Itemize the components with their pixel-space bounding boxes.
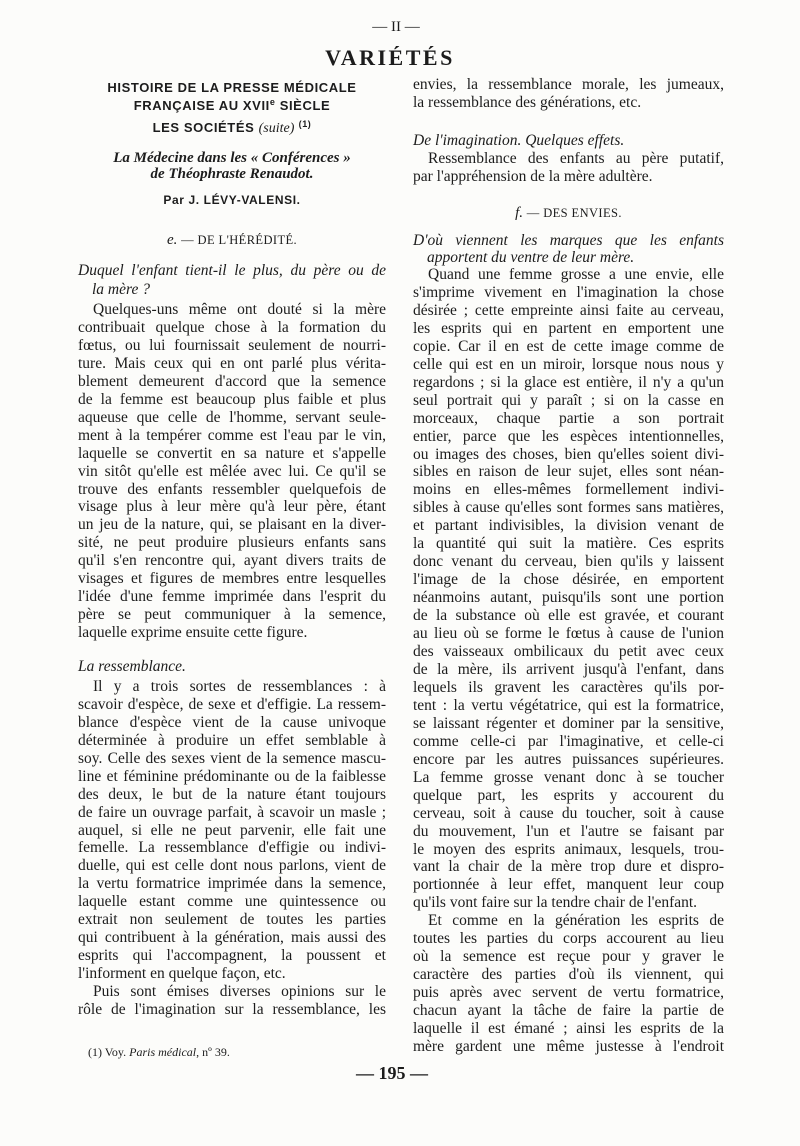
text-line: lequels ils gravent les caractères qu'ils por- bbox=[413, 678, 724, 696]
text-line: Et comme en la génération les esprits de bbox=[428, 912, 724, 930]
envies-block bbox=[413, 266, 724, 1056]
text-line: laquelle estant comme une quintessence ou bbox=[78, 893, 386, 911]
text-line: line et féminine prédominante ou de la faiblesse bbox=[78, 767, 386, 785]
text-line: Ressemblance des enfants au père putatif, bbox=[428, 150, 724, 167]
text-line: encore par les autres puissances supérieures. bbox=[413, 750, 724, 768]
text-line: où la semence est reçue pour y graver le bbox=[413, 948, 724, 966]
footnote-journal: Paris médical bbox=[129, 1045, 197, 1059]
text-line: seul portrait qui y paraît ; si on la casse en bbox=[413, 391, 725, 409]
text-line: qui contribuent à la génération, mais aussi des bbox=[78, 929, 387, 947]
text-line: de la mère, ils arrivent jusqu'à l'enfant, dans bbox=[413, 660, 724, 678]
text-line: les esprits qui en partent en emportent une bbox=[413, 319, 724, 337]
section-title-text: — DES ENVIES. bbox=[526, 206, 622, 220]
text-line: aqueuse que celle de l'homme, servant seule- bbox=[78, 408, 386, 426]
title-century-tail: SIÈCLE bbox=[275, 98, 331, 113]
page-top-marker: — II — bbox=[372, 19, 420, 35]
text-line: vant la chair de la mère trop dure et dispro- bbox=[413, 858, 725, 876]
text-line: comme celle-ci par l'imaginative, et celle-ci bbox=[413, 732, 724, 750]
article-author: Par J. LÉVY-VALENSI. bbox=[163, 193, 301, 207]
text-line: l'image de la chose désirée, en emportent bbox=[413, 571, 724, 589]
text-line: scavoir d'espèce, de sexe et d'effigie. La ressem- bbox=[78, 695, 386, 713]
text-line: blance d'espèce vient de la cause univoque bbox=[78, 713, 386, 731]
text-line: et partant indivisibles, la division venant de bbox=[413, 517, 724, 535]
text-line: sité, ne peut produire plusieurs enfants sans bbox=[78, 534, 386, 552]
text-line: au lieu où se forme le fœtus à cause de l'union bbox=[413, 625, 724, 643]
text-line: mère gardent une même justesse à l'endroit bbox=[413, 1037, 724, 1055]
text-line: le moyen des esprits animaux, lesquels, trou- bbox=[413, 840, 724, 858]
text-line: qu'il s'en rencontre qui, ayant divers traits de bbox=[78, 552, 386, 570]
text-line: fœtus, ou lui fournissait seulement de nourri- bbox=[78, 336, 386, 354]
text-line: donc venant du cerveau, bien qu'ils y laissent bbox=[413, 553, 724, 571]
text-line: extrait non seulement de toutes les parties bbox=[78, 911, 386, 929]
title-century-text: FRANÇAISE AU XVII bbox=[133, 98, 270, 113]
subheading-ressemblance: La ressemblance. bbox=[78, 658, 186, 675]
text-line: Puis sont émises diverses opinions sur le bbox=[93, 982, 386, 1000]
title-suite: (suite) bbox=[258, 121, 295, 136]
text-line: la mère ? bbox=[92, 280, 150, 298]
paragraph-opinions bbox=[78, 983, 386, 1019]
text-line: laquelle exprime ensuite cette figure. bbox=[78, 624, 308, 642]
text-line: trouve des enfants ressembler quelquefois de bbox=[78, 480, 386, 498]
question-heading-right bbox=[413, 233, 724, 266]
text-line: père se peut communiquer à la semence, bbox=[78, 606, 387, 624]
article-subtitle-line-1: La Médecine dans les « Conférences » bbox=[113, 150, 351, 166]
text-line: Il y a trois sortes de ressemblances : à bbox=[93, 678, 386, 695]
text-line: par l'appréhension de la mère adultère. bbox=[413, 167, 653, 185]
text-line: auquel, si elle ne peut parvenir, elle fait une bbox=[78, 821, 386, 839]
title-societes: LES SOCIÉTÉS bbox=[152, 120, 255, 135]
text-line: de la femme est beaucoup plus faible et plus bbox=[78, 390, 386, 408]
text-line: caractère des parties d'où ils viennent, qui bbox=[413, 966, 724, 984]
text-line: esprits qui l'accompagnent, la poussent et bbox=[78, 947, 386, 965]
text-line: Quelques-uns même ont douté si la mère bbox=[93, 301, 386, 318]
text-line: moins en elles-mêmes formellement indivi- bbox=[413, 481, 724, 499]
article-subtitle-line-2: de Théophraste Renaudot. bbox=[150, 166, 314, 182]
subheading-imagination: De l'imagination. Quelques effets. bbox=[413, 132, 625, 149]
text-line: vin sitôt qu'elle est mêlée avec lui. Ce qu'il se bbox=[78, 462, 386, 480]
text-line: se laissant régenter et dominer par la sensitive, bbox=[413, 714, 724, 732]
paragraph-envies bbox=[413, 266, 724, 912]
text-line: s'imprime vivement en l'imagination la chose bbox=[413, 283, 724, 301]
text-line: femelle. La ressemblance d'effigie ou indivi- bbox=[78, 839, 386, 857]
text-line: la quantité qui suit la matière. Ces esprits bbox=[413, 535, 724, 553]
text-line: des deux, le but de la nature étant toujours bbox=[78, 785, 386, 803]
text-line: soy. Celle des sexes vient de la semence mascu- bbox=[78, 749, 386, 767]
title-century-superscript: e bbox=[269, 97, 276, 107]
text-line: blement demeurent d'accord que la semence bbox=[78, 372, 386, 390]
text-line: l'idée d'une femme imprimée dans l'esprit du bbox=[78, 588, 386, 606]
text-line: déterminée à produire un effet semblable à bbox=[78, 731, 386, 749]
paragraph-generation bbox=[413, 912, 724, 1056]
text-line: de faire un ouvrage parfait, à scavoir un masle ; bbox=[78, 803, 386, 821]
text-line: la vertu formatrice imprimée dans la semence, bbox=[78, 875, 386, 893]
text-line: envies, la ressemblance morale, les jumeaux, bbox=[413, 76, 724, 93]
section-letter: f. bbox=[515, 205, 524, 221]
article-title-line-2 bbox=[78, 98, 386, 114]
text-line: apportent du ventre de leur mère. bbox=[427, 248, 635, 266]
ressemblance-block bbox=[78, 678, 386, 1019]
text-line: visage plus à leur mère qu'à leur père, étant bbox=[78, 498, 386, 516]
paragraph-ressemblance bbox=[78, 678, 386, 983]
text-line: chacun ayant la tâche de faire la partie de bbox=[413, 1002, 724, 1020]
section-title-text: — DE L'HÉRÉDITÉ. bbox=[181, 233, 298, 247]
text-line: un jeu de la nature, qui, se plaisant en la diver- bbox=[78, 516, 386, 534]
paragraph-heredite bbox=[78, 301, 386, 642]
paragraph-continued bbox=[413, 76, 724, 112]
text-line: sibles à cause qu'elles sont formes sans matières, bbox=[413, 499, 724, 517]
text-line: rôle de l'imagination sur la ressemblance, les bbox=[78, 1000, 387, 1018]
text-line: La femme grosse venant donc à se toucher bbox=[413, 768, 724, 786]
article-title-line-1: HISTOIRE DE LA PRESSE MÉDICALE bbox=[107, 80, 357, 95]
footnote-prefix: Voy. bbox=[104, 1045, 127, 1059]
footnote-issue: , nº 39. bbox=[196, 1045, 230, 1059]
text-line: ment à la tempérer comme est l'eau par le vin, bbox=[78, 426, 386, 444]
footnote-marker: (1) bbox=[88, 1045, 102, 1059]
page-number: — 195 — bbox=[356, 1063, 428, 1083]
section-title: VARIÉTÉS bbox=[325, 45, 455, 70]
text-line: laquelle se convertit en sa nature et s'appelle bbox=[78, 444, 386, 462]
question-heading-left bbox=[78, 262, 386, 299]
section-heading-envies bbox=[413, 204, 724, 222]
text-line: laquelle il est émané ; ainsi les esprits de la bbox=[413, 1020, 724, 1038]
article-title-line-3 bbox=[78, 120, 386, 137]
text-line: qu'ils vont faire sur la tendre chair de l'enfant. bbox=[413, 894, 698, 912]
text-line: portionnée à leur effet, manquent leur coup bbox=[413, 876, 724, 894]
text-line: entier, parce que les espèces intentionnelles, bbox=[413, 427, 724, 445]
text-line: celle qui est en un miroir, lorsque nous nous y bbox=[413, 355, 724, 373]
section-letter: e. bbox=[166, 232, 178, 248]
section-heading-heredite bbox=[78, 231, 386, 249]
text-line: quelque part, les esprits y accourent du bbox=[413, 786, 724, 804]
footnote-reference: (1) bbox=[298, 119, 312, 129]
text-line: puis après avec servent de vertu formatrice, bbox=[413, 984, 724, 1002]
text-line: du mouvement, l'un et l'autre se faisant par bbox=[413, 822, 724, 840]
text-line: la ressemblance des générations, etc. bbox=[413, 93, 642, 111]
text-line: duelle, qui est celle dont nous parlons, vient de bbox=[78, 857, 386, 875]
text-line: de la substance où elle est gravée, et courant bbox=[413, 607, 724, 625]
text-line: Quand une femme grosse a une envie, elle bbox=[428, 266, 724, 283]
paragraph-imagination bbox=[413, 150, 724, 185]
footnote bbox=[88, 1045, 230, 1059]
text-line: l'informent en quelque façon, etc. bbox=[78, 965, 286, 982]
text-line: tent : la vertu végétatrice, qui est la formatrice, bbox=[413, 696, 724, 714]
text-line: toutes les parties du corps accourent au lieu bbox=[413, 930, 724, 948]
text-line: désirée ; cette empreinte ainsi faite au cerveau, bbox=[413, 301, 724, 319]
text-line: contribuait quelque chose à la formation du bbox=[78, 318, 386, 336]
text-line: des vaisseaux ombilicaux du petit avec ceux bbox=[413, 643, 724, 661]
text-line: morceaux, chaque partie a son portrait bbox=[413, 409, 724, 427]
text-line: visages et figures de membres entre lesquelles bbox=[78, 570, 386, 588]
text-line: ture. Mais ceux qui en ont parlé plus vérita- bbox=[78, 354, 386, 372]
text-line: D'où viennent les marques que les enfants bbox=[413, 232, 724, 249]
text-line: ou images des choses, bien qu'elles soient divi- bbox=[413, 445, 724, 463]
text-line: regardons ; si la glace est entière, il n'y a qu'un bbox=[413, 373, 724, 391]
text-line: néanmoins autant, puisqu'ils sont une portion bbox=[413, 589, 724, 607]
text-line: copie. Car il en est de cette image comme de bbox=[413, 337, 724, 355]
text-line: Duquel l'enfant tient-il le plus, du père ou de bbox=[78, 262, 386, 279]
text-line: sibles en raison de leur sujet, elles sont néan- bbox=[413, 463, 724, 481]
text-line: cerveau, soit à cause du toucher, soit à cause bbox=[413, 804, 724, 822]
